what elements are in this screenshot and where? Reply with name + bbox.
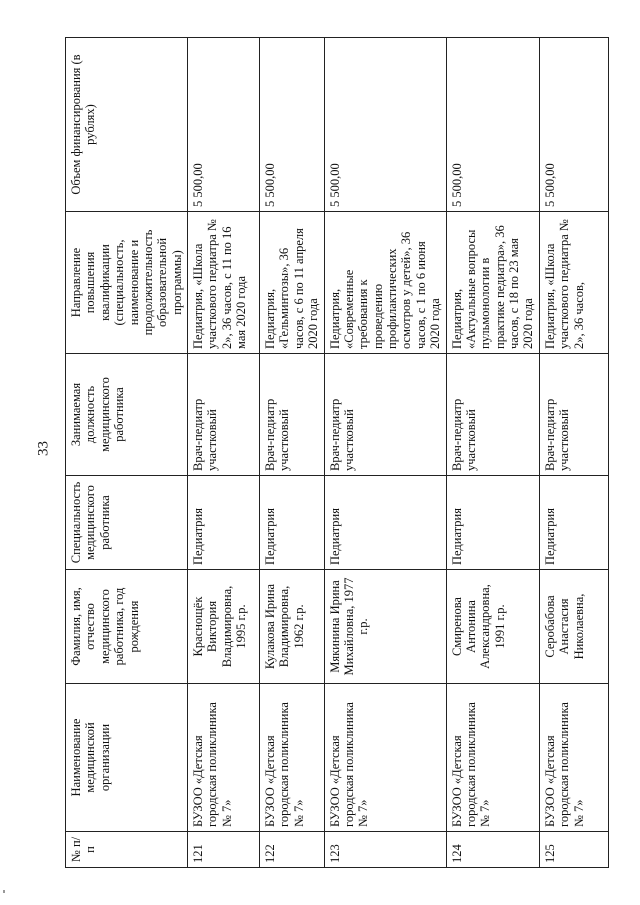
row-program: Педиатрия, «Школа участкового педиатра № 2», 36 часов, <box>539 212 608 354</box>
row-number: 121 <box>188 832 260 868</box>
header-program: Направление повышения квалификации (специальность, наименование и продолжительность образовательной программы) <box>66 212 188 354</box>
header-position: Занимаемая должность медицинского работника <box>66 354 188 476</box>
row-funding: 5 500,00 <box>539 38 608 212</box>
page-number: 33 <box>35 441 52 456</box>
row-funding: 5 500,00 <box>446 38 539 212</box>
row-organization: БУЗОО «Детская городская поликлиника № 7» <box>539 684 608 832</box>
staff-training-table <box>65 37 609 868</box>
row-full-name: Серобабова Анастасия Николаевна, <box>539 570 608 684</box>
table-row <box>188 38 260 868</box>
scan-speck <box>3 890 5 893</box>
rotated-table-container <box>65 38 590 868</box>
row-program: Педиатрия, «Современные требования к проведению профилактических осмотров у детей», 36 часов, с 1 по 6 июня 2020 года <box>324 212 446 354</box>
row-organization: БУЗОО «Детская городская поликлиника № 7» <box>446 684 539 832</box>
row-specialty: Педиатрия <box>260 476 325 570</box>
row-specialty: Педиатрия <box>324 476 446 570</box>
table-row <box>324 38 446 868</box>
header-full-name: Фамилия, имя, отчество медицинского работника, год рождения <box>66 570 188 684</box>
row-funding: 5 500,00 <box>260 38 325 212</box>
header-number: № п/п <box>66 832 188 868</box>
table-row <box>260 38 325 868</box>
row-number: 124 <box>446 832 539 868</box>
header-specialty: Специальность медицинского работника <box>66 476 188 570</box>
row-position: Врач-педиатр участковый <box>260 354 325 476</box>
row-specialty: Педиатрия <box>188 476 260 570</box>
row-program: Педиатрия, «Школа участкового педиатра № 2», 36 часов, с 11 по 16 мая 2020 года <box>188 212 260 354</box>
row-funding: 5 500,00 <box>188 38 260 212</box>
row-number: 122 <box>260 832 325 868</box>
row-full-name: Кулакова Ирина Владимировна, 1962 г.р. <box>260 570 325 684</box>
row-specialty: Педиатрия <box>539 476 608 570</box>
header-funding: Объем финансирования (в рублях) <box>66 38 188 212</box>
row-number: 125 <box>539 832 608 868</box>
row-full-name: Смиренова Антонина Александровна, 1991 г.р. <box>446 570 539 684</box>
row-funding: 5 500,00 <box>324 38 446 212</box>
row-specialty: Педиатрия <box>446 476 539 570</box>
row-number: 123 <box>324 832 446 868</box>
row-organization: БУЗОО «Детская городская поликлиника № 7» <box>260 684 325 832</box>
table-header-row <box>66 38 188 868</box>
row-position: Врач-педиатр участковый <box>446 354 539 476</box>
row-program: Педиатрия, «Гельминтозы», 36 часов, с 6 по 11 апреля 2020 года <box>260 212 325 354</box>
row-organization: БУЗОО «Детская городская поликлиника № 7» <box>188 684 260 832</box>
row-position: Врач-педиатр участковый <box>324 354 446 476</box>
header-organization: Наименование медицинской организации <box>66 684 188 832</box>
row-position: Врач-педиатр участковый <box>188 354 260 476</box>
row-organization: БУЗОО «Детская городская поликлиника № 7» <box>324 684 446 832</box>
table-row <box>539 38 608 868</box>
row-program: Педиатрия, «Актуальные вопросы пульмонологии в практике педиатра», 36 часов, с 18 по 23 мая 2020 года <box>446 212 539 354</box>
row-full-name: Мякинина Ирина Михайловна, 1977 г.р. <box>324 570 446 684</box>
row-position: Врач-педиатр участковый <box>539 354 608 476</box>
table-row <box>446 38 539 868</box>
row-full-name: Краснощёк Виктория Владимировна, 1995 г.р. <box>188 570 260 684</box>
